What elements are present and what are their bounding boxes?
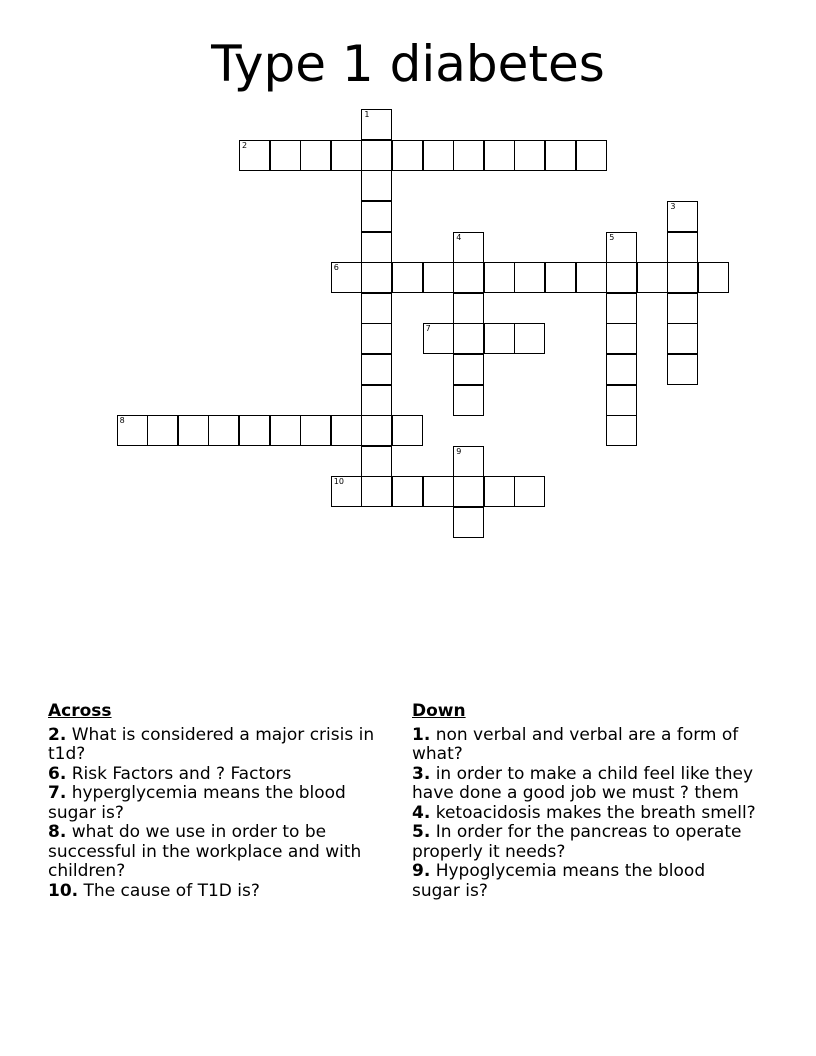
grid-cell[interactable]	[361, 323, 392, 354]
grid-cell[interactable]	[545, 262, 576, 293]
grid-cell[interactable]	[514, 323, 545, 354]
grid-cell[interactable]	[423, 476, 454, 507]
clue-number: 6	[333, 263, 339, 273]
across-clues	[48, 702, 388, 901]
grid-cell[interactable]	[208, 415, 239, 446]
down-clue: 3. in order to make a child feel like they have done a good job we must ? them	[412, 763, 754, 803]
grid-cell[interactable]	[453, 293, 484, 324]
grid-cell[interactable]	[331, 262, 362, 293]
grid-cell[interactable]	[392, 476, 423, 507]
grid-cell[interactable]	[453, 232, 484, 263]
grid-cell[interactable]	[361, 293, 392, 324]
down-clue: 5. In order for the pancreas to operate properly it needs?	[412, 822, 742, 862]
across-clue: 2. What is considered a major crisis in t1d?	[48, 724, 375, 764]
grid-cell[interactable]	[484, 323, 515, 354]
grid-cell[interactable]	[361, 476, 392, 507]
clue-number: 4	[456, 232, 462, 242]
grid-cell[interactable]	[637, 262, 668, 293]
down-clue: 1. non verbal and verbal are a form of what?	[412, 724, 739, 764]
clue-number: 5	[609, 232, 615, 242]
across-clue: 10. The cause of T1D is?	[48, 880, 260, 901]
clue-number: 7	[425, 324, 431, 334]
grid-cell[interactable]	[606, 293, 637, 324]
across-clue: 6. Risk Factors and ? Factors	[48, 763, 292, 784]
grid-cell[interactable]	[514, 140, 545, 171]
clue-number: 9	[456, 446, 462, 456]
grid-cell[interactable]	[423, 262, 454, 293]
grid-cell[interactable]	[453, 354, 484, 385]
grid-cell[interactable]	[361, 232, 392, 263]
grid-cell[interactable]	[667, 354, 698, 385]
grid-cell[interactable]	[606, 415, 637, 446]
grid-cell[interactable]	[606, 385, 637, 416]
grid-cell[interactable]	[392, 415, 423, 446]
grid-cell[interactable]	[667, 262, 698, 293]
clue-number: 1	[364, 110, 370, 120]
grid-cell[interactable]	[667, 293, 698, 324]
grid-cell[interactable]	[331, 140, 362, 171]
grid-cell[interactable]	[667, 323, 698, 354]
grid-cell[interactable]	[484, 140, 515, 171]
across-clue: 7. hyperglycemia means the blood sugar is?	[48, 783, 346, 823]
grid-cell[interactable]	[361, 415, 392, 446]
grid-cell[interactable]	[606, 262, 637, 293]
grid-cell[interactable]	[392, 140, 423, 171]
grid-cell[interactable]	[576, 140, 607, 171]
grid-cell[interactable]	[484, 262, 515, 293]
grid-cell[interactable]	[392, 262, 423, 293]
down-clue: 9. Hypoglycemia means the blood sugar is?	[412, 861, 706, 901]
grid-cell[interactable]	[453, 446, 484, 477]
clue-number: 2	[242, 140, 248, 150]
grid-cell[interactable]	[423, 140, 454, 171]
grid-cell[interactable]	[239, 415, 270, 446]
down-clue: 4. ketoacidosis makes the breath smell?	[412, 802, 756, 823]
grid-cell[interactable]	[178, 415, 209, 446]
across-heading: Across	[48, 701, 112, 721]
grid-cell[interactable]	[698, 262, 729, 293]
grid-cell[interactable]	[331, 476, 362, 507]
grid-cell[interactable]	[484, 476, 515, 507]
grid-cell[interactable]	[300, 415, 331, 446]
grid-cell[interactable]	[361, 262, 392, 293]
puzzle-title: Type 1 diabetes	[211, 35, 605, 93]
clue-number: 3	[670, 202, 676, 211]
grid-cell[interactable]	[667, 201, 698, 232]
grid-cell[interactable]	[270, 415, 301, 446]
grid-cell[interactable]	[606, 323, 637, 354]
grid-cell[interactable]	[361, 385, 392, 416]
grid-cell[interactable]	[514, 476, 545, 507]
grid-cell[interactable]	[270, 140, 301, 171]
grid-cell[interactable]	[545, 140, 576, 171]
grid-cell[interactable]	[331, 415, 362, 446]
grid-cell[interactable]	[239, 140, 270, 171]
grid-cell[interactable]	[361, 140, 392, 171]
grid-cell[interactable]	[606, 232, 637, 263]
grid-cell[interactable]	[453, 385, 484, 416]
down-clues	[412, 702, 757, 901]
grid-cell[interactable]	[361, 201, 392, 232]
across-clue: 8. what do we use in order to be successful in the workplace and with children?	[48, 822, 362, 881]
grid-cell[interactable]	[667, 232, 698, 263]
grid-cell[interactable]	[453, 507, 484, 538]
grid-cell[interactable]	[361, 170, 392, 201]
grid-cell[interactable]	[361, 109, 392, 140]
grid-cell[interactable]	[117, 415, 148, 446]
grid-cell[interactable]	[453, 323, 484, 354]
grid-cell[interactable]	[606, 354, 637, 385]
grid-cell[interactable]	[453, 140, 484, 171]
grid-cell[interactable]	[423, 323, 454, 354]
grid-cell[interactable]	[453, 476, 484, 507]
grid-cell[interactable]	[361, 354, 392, 385]
grid-cell[interactable]	[361, 446, 392, 477]
grid-cell[interactable]	[514, 262, 545, 293]
clue-number: 10	[333, 477, 344, 487]
grid-cell[interactable]	[147, 415, 178, 446]
clue-number: 8	[119, 416, 125, 426]
grid-cell[interactable]	[453, 262, 484, 293]
down-heading: Down	[412, 701, 466, 721]
grid-cell[interactable]	[300, 140, 331, 171]
grid-cell[interactable]	[576, 262, 607, 293]
